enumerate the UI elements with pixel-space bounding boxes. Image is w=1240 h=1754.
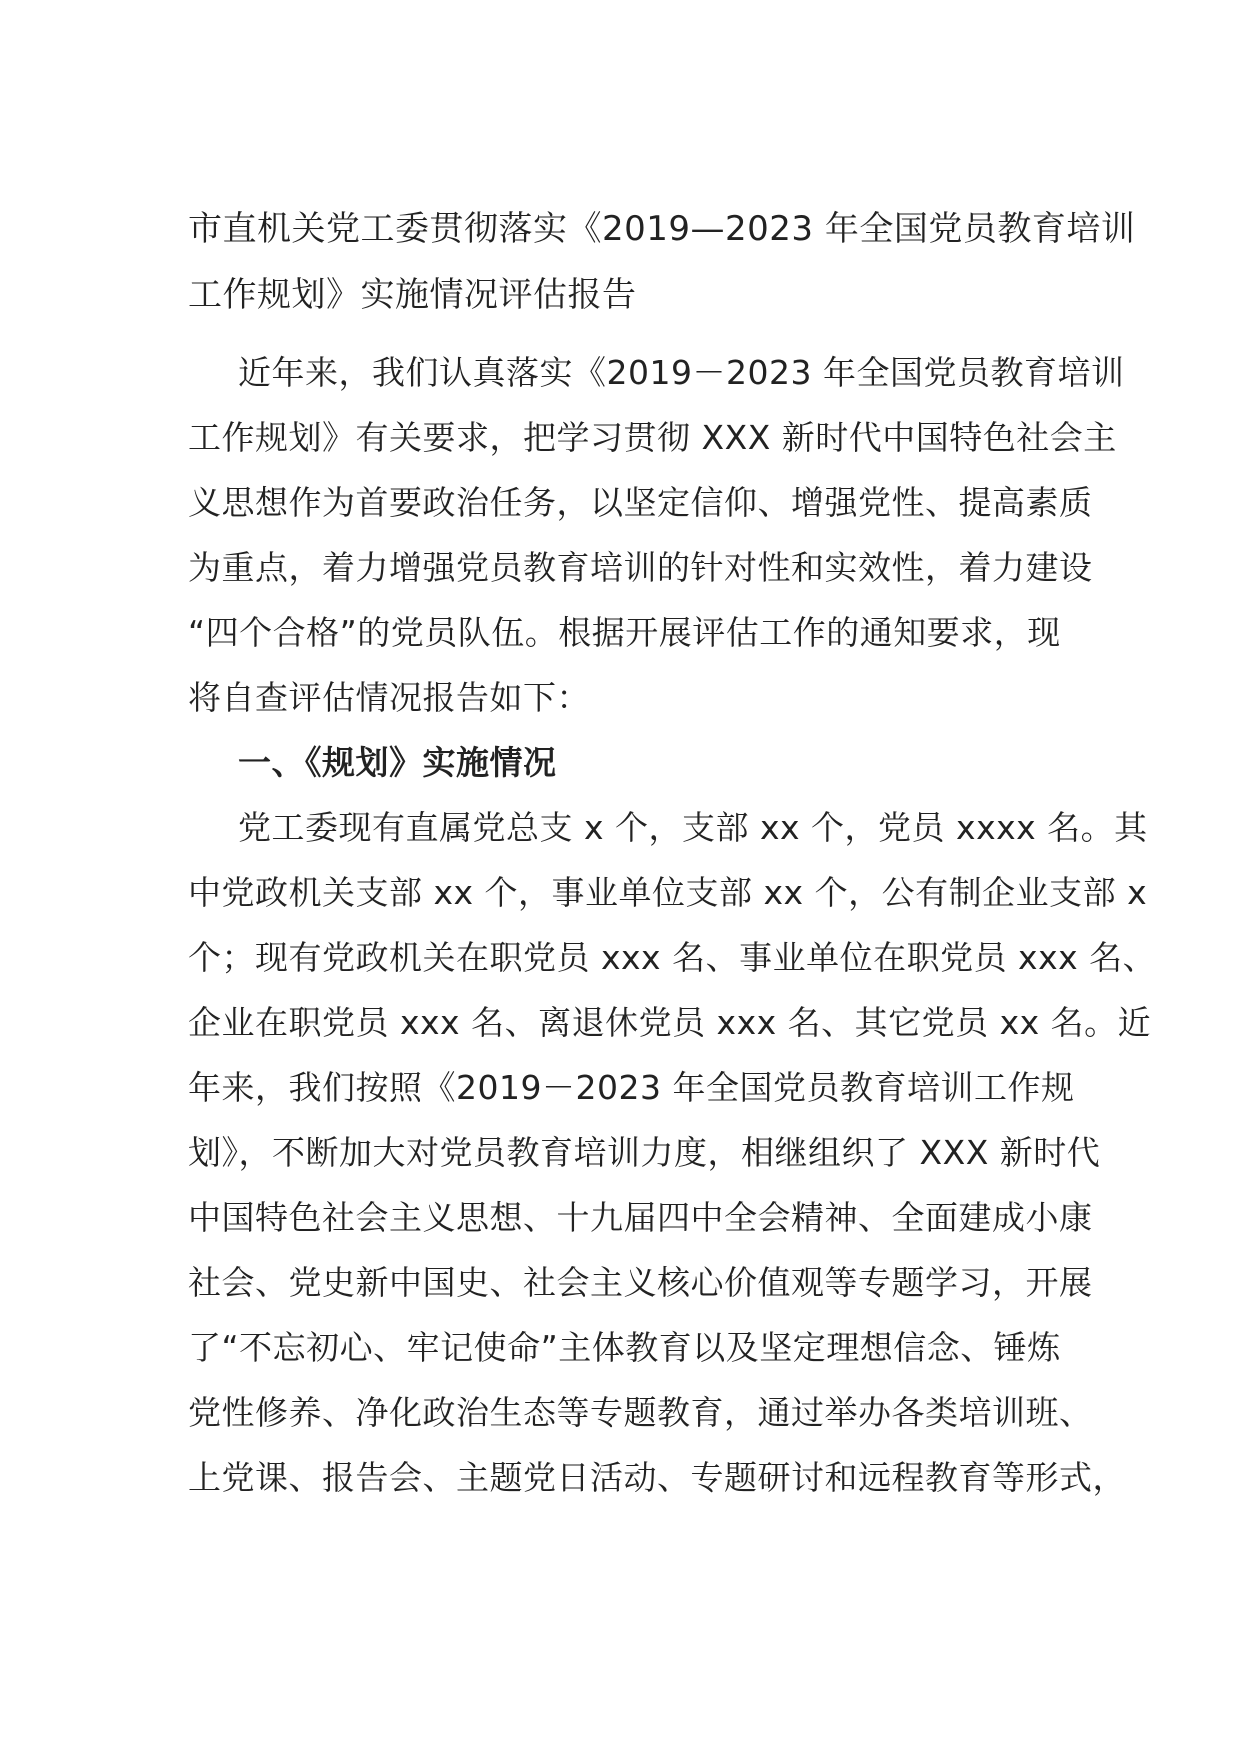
section-heading: 一、《规划》实施情况 [238, 743, 557, 782]
intro-paragraph [188, 340, 1125, 730]
paragraph-line: 中党政机关支部 xx 个，事业单位支部 xx 个，公有制企业支部 x [188, 873, 1148, 912]
title-line: 市直机关党工委贯彻落实《2019—2023 年全国党员教育培训 [188, 209, 1136, 249]
paragraph-line: 了“不忘初心、牢记使命”主体教育以及坚定理想信念、锤炼 [188, 1328, 1061, 1367]
section-paragraph [188, 795, 1157, 1510]
paragraph-line: 中国特色社会主义思想、十九届四中全会精神、全面建成小康 [188, 1198, 1093, 1237]
paragraph-line: 年来，我们按照《2019－2023 年全国党员教育培训工作规 [188, 1068, 1075, 1107]
document-title [188, 196, 1136, 328]
paragraph-line: 划》，不断加大对党员教育培训力度，相继组织了 XXX 新时代 [188, 1133, 1101, 1172]
paragraph-line: 将自查评估情况报告如下： [188, 678, 590, 717]
paragraph-line: 近年来，我们认真落实《2019－2023 年全国党员教育培训 [238, 353, 1125, 392]
paragraph-line: 义思想作为首要政治任务，以坚定信仰、增强党性、提高素质 [188, 483, 1093, 522]
paragraph-line: “四个合格”的党员队伍。根据开展评估工作的通知要求，现 [188, 613, 1061, 652]
document-body [188, 196, 1157, 1510]
paragraph-line: 党性修养、净化政治生态等专题教育，通过举办各类培训班、 [188, 1393, 1093, 1432]
paragraph-line: 党工委现有直属党总支 x 个，支部 xx 个，党员 xxxx 名。其 [238, 808, 1148, 847]
paragraph-line: 工作规划》有关要求，把学习贯彻 XXX 新时代中国特色社会主 [188, 418, 1117, 457]
paragraph-line: 企业在职党员 xxx 名、离退休党员 xxx 名、其它党员 xx 名。近 [188, 1003, 1152, 1042]
paragraph-line: 个；现有党政机关在职党员 xxx 名、事业单位在职党员 xxx 名、 [188, 938, 1157, 977]
paragraph-line: 社会、党史新中国史、社会主义核心价值观等专题学习，开展 [188, 1263, 1093, 1302]
paragraph-line: 上党课、报告会、主题党日活动、专题研讨和远程教育等形式， [188, 1458, 1126, 1497]
title-line: 工作规划》实施情况评估报告 [188, 275, 637, 315]
paragraph-line: 为重点，着力增强党员教育培训的针对性和实效性，着力建设 [188, 548, 1093, 587]
